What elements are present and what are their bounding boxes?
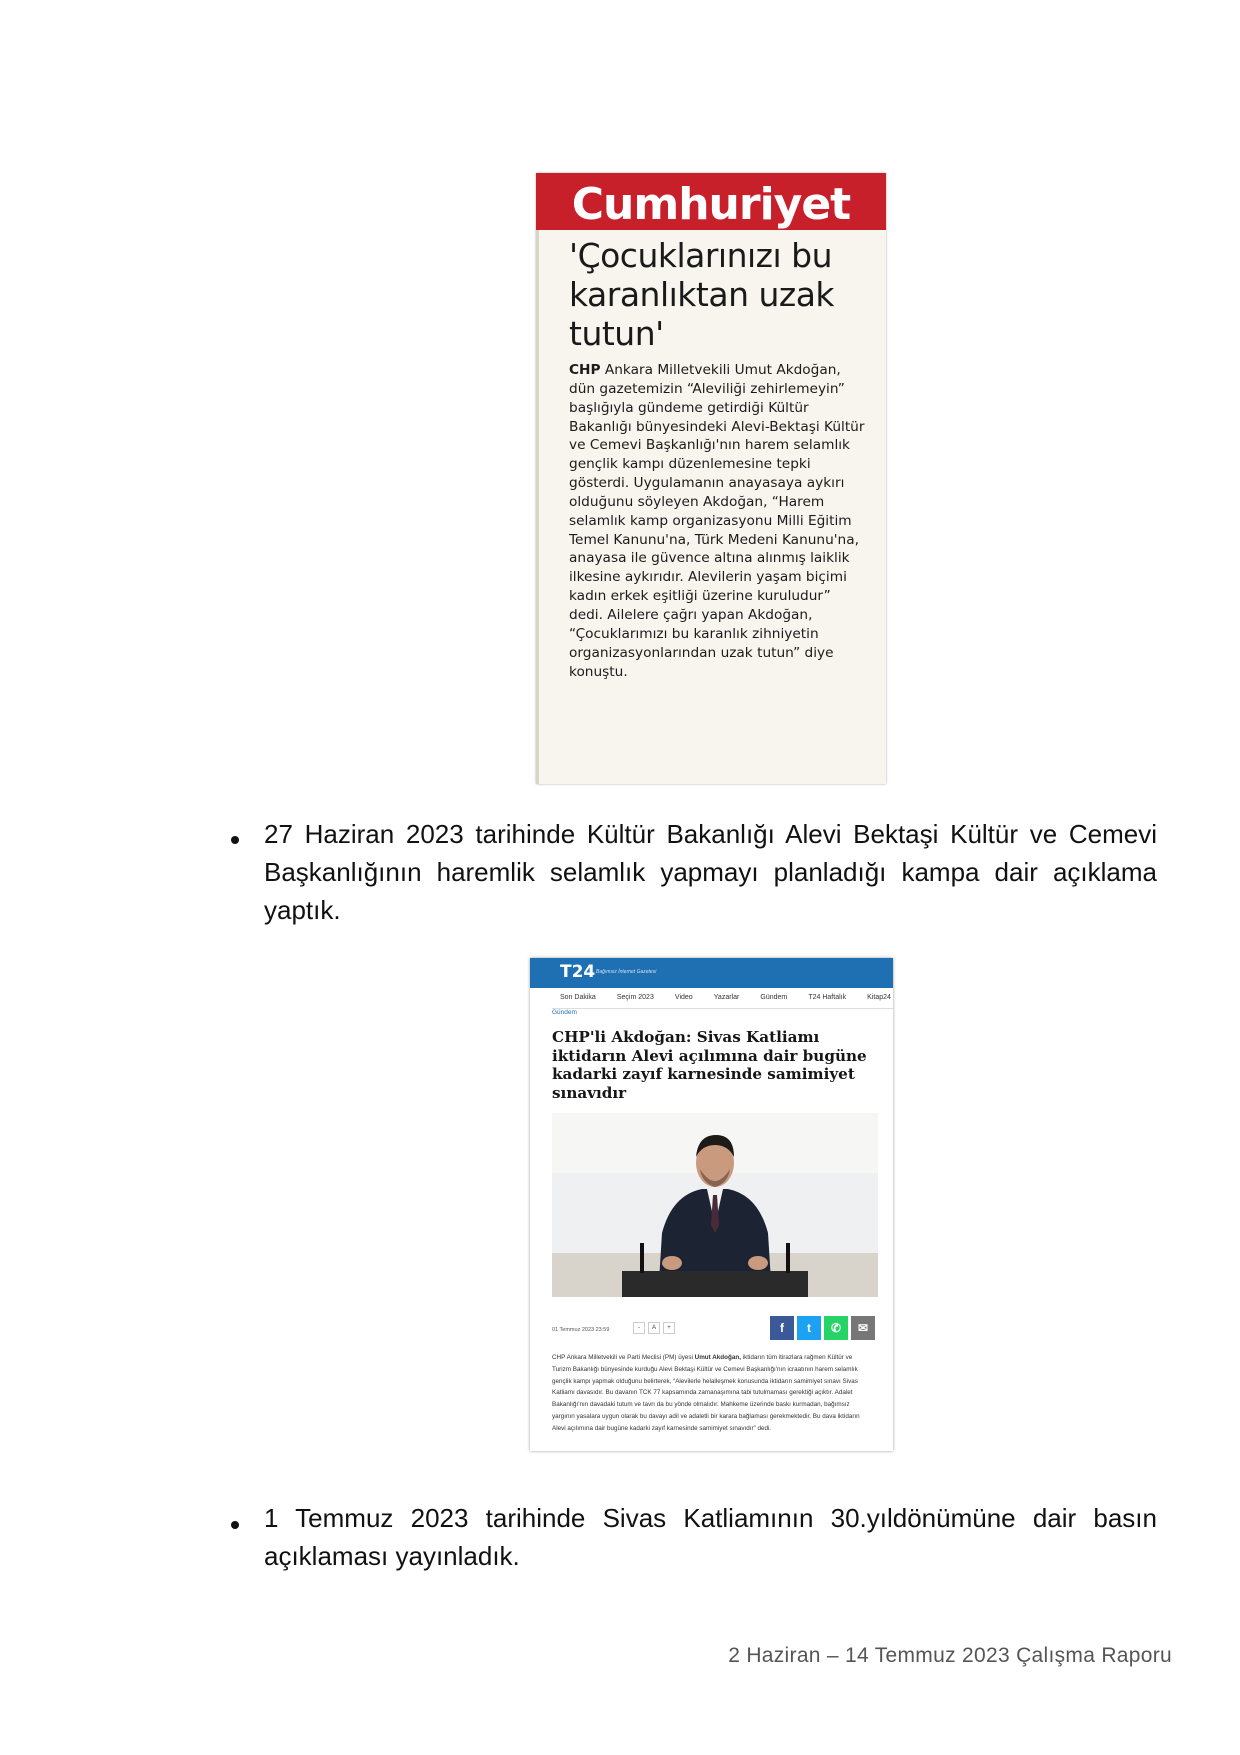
mail-icon[interactable]: ✉: [851, 1316, 875, 1340]
cumhuriyet-masthead: Cumhuriyet: [536, 173, 886, 230]
bullet-text-2: 1 Temmuz 2023 tarihinde Sivas Katliamının 30.yıldönümüne dair basın açıklaması yayınladık.: [264, 1503, 1157, 1571]
article-body: [552, 1352, 870, 1435]
clipping-body: [569, 361, 869, 681]
t24-tagline: Bağımsız İnternet Gazetesi: [596, 969, 657, 975]
whatsapp-icon[interactable]: ✆: [824, 1316, 848, 1340]
clipping-body-text: Ankara Milletvekili Umut Akdoğan, dün gazetemizin “Aleviliği zehirlemeyin” başlığıyla gündeme getirdiği Kültür Bakanlığı bünyesindeki Alevi-Bektaşi Kültür ve Cemevi Başkanlığı'nın harem selamlık gençlik kampı düzenlemesine tepki gösterdi. Uygulamanın anayasaya aykırı olduğunu söyleyen Akdoğan, “Harem selamlık kamp organizasyonu Milli Eğitim Temel Kanunu'na, Türk Medeni Kanunu'na, anayasa ile güvence altına alınmış laiklik ilkesine aykırıdır. Alevilerin yaşam biçimi kadın erkek eşitliği üzerine kuruludur” dedi. Ailelere çağrı yapan Akdoğan, “Çocuklarımızı bu karanlık zihniyetin organizasyonlarından uzak tutun” diye konuştu.: [569, 362, 865, 680]
nav-item-t24-haftalik[interactable]: T24 Haftalık: [808, 994, 847, 1001]
font-increase-button[interactable]: +: [663, 1322, 675, 1334]
page-footer: 2 Haziran – 14 Temmuz 2023 Çalışma Raporu: [728, 1644, 1172, 1667]
t24-logo: T24: [560, 962, 596, 982]
font-reset-button[interactable]: A: [648, 1322, 660, 1334]
speaker-at-podium-image: [552, 1113, 878, 1297]
clipping-headline: 'Çocuklarınızı bu karanlıktan uzak tutun': [569, 236, 835, 353]
nav-item-secim-2023[interactable]: Seçim 2023: [616, 994, 654, 1001]
cumhuriyet-clipping: [536, 173, 886, 784]
bullet-text-1: 27 Haziran 2023 tarihinde Kültür Bakanlığı Alevi Bektaşi Kültür ve Cemevi Başkanlığının haremlik selamlık yapmayı planladığı kampa dair açıklama yaptık.: [264, 819, 1157, 925]
facebook-icon[interactable]: f: [770, 1316, 794, 1340]
nav-item-gundem[interactable]: Gündem: [760, 994, 788, 1001]
t24-header: [530, 958, 893, 988]
clipping-content: [536, 230, 886, 784]
bullet-marker: [231, 836, 239, 844]
share-buttons: [770, 1316, 875, 1340]
nav-item-video[interactable]: Video: [674, 994, 693, 1001]
article-photo: [552, 1113, 878, 1297]
article-date: 01 Temmuz 2023 23:59: [552, 1327, 610, 1333]
article-body-lead: CHP Ankara Milletvekili ve Parti Meclisi (PM) üyesi: [552, 1354, 695, 1361]
font-size-controls: [633, 1322, 675, 1334]
t24-category[interactable]: Gündem: [552, 1009, 577, 1016]
t24-article-title: CHP'li Akdoğan: Sivas Katliamı iktidarın Alevi açılımına dair bugüne kadarki zayıf karnesinde samimiyet sınavıdır: [552, 1028, 867, 1102]
article-body-name: Umut Akdoğan,: [694, 1354, 741, 1361]
twitter-icon[interactable]: t: [797, 1316, 821, 1340]
nav-item-kitap24[interactable]: Kitap24: [867, 994, 891, 1001]
t24-screenshot: [530, 958, 893, 1451]
t24-nav: [560, 994, 891, 1001]
bullet-marker: [231, 1521, 239, 1529]
nav-item-son-dakika[interactable]: Son Dakika: [560, 994, 596, 1001]
article-body-text: iktidarın tüm itirazlara rağmen Kültür ve Turizm Bakanlığı bünyesinde kurduğu Alevi Bektaşi Kültür ve Cemevi Başkanlığı'nın icraatının harem selamlık gençlik kampı yapmak olduğunu belirterek, “Alevilerle helalleşmek konusunda iktidarın samimiyet sınavı Sivas Katliamı davasıdır. Bu davanın TCK 77 kapsamında zamanaşımına tabi tutulmaması gerektiği açıktır. Adalet Bakanlığı'nın davadaki tutum ve tavrı da bu yönde olmalıdır. Mahkeme üzerinde baskı kurmadan, bağımsız yargının yasalara uygun olarak bu davayı adil ve adaletli bir karara bağlaması gerekmektedir. Bu dava iktidarın Alevi açılımına dair bugüne kadarki zayıf karnesinde samimiyet sınavıdır” dedi.: [552, 1354, 860, 1432]
nav-item-yazarlar[interactable]: Yazarlar: [713, 994, 740, 1001]
clipping-body-lead: CHP: [569, 362, 601, 378]
font-decrease-button[interactable]: -: [633, 1322, 645, 1334]
nav-divider: [552, 1008, 893, 1009]
